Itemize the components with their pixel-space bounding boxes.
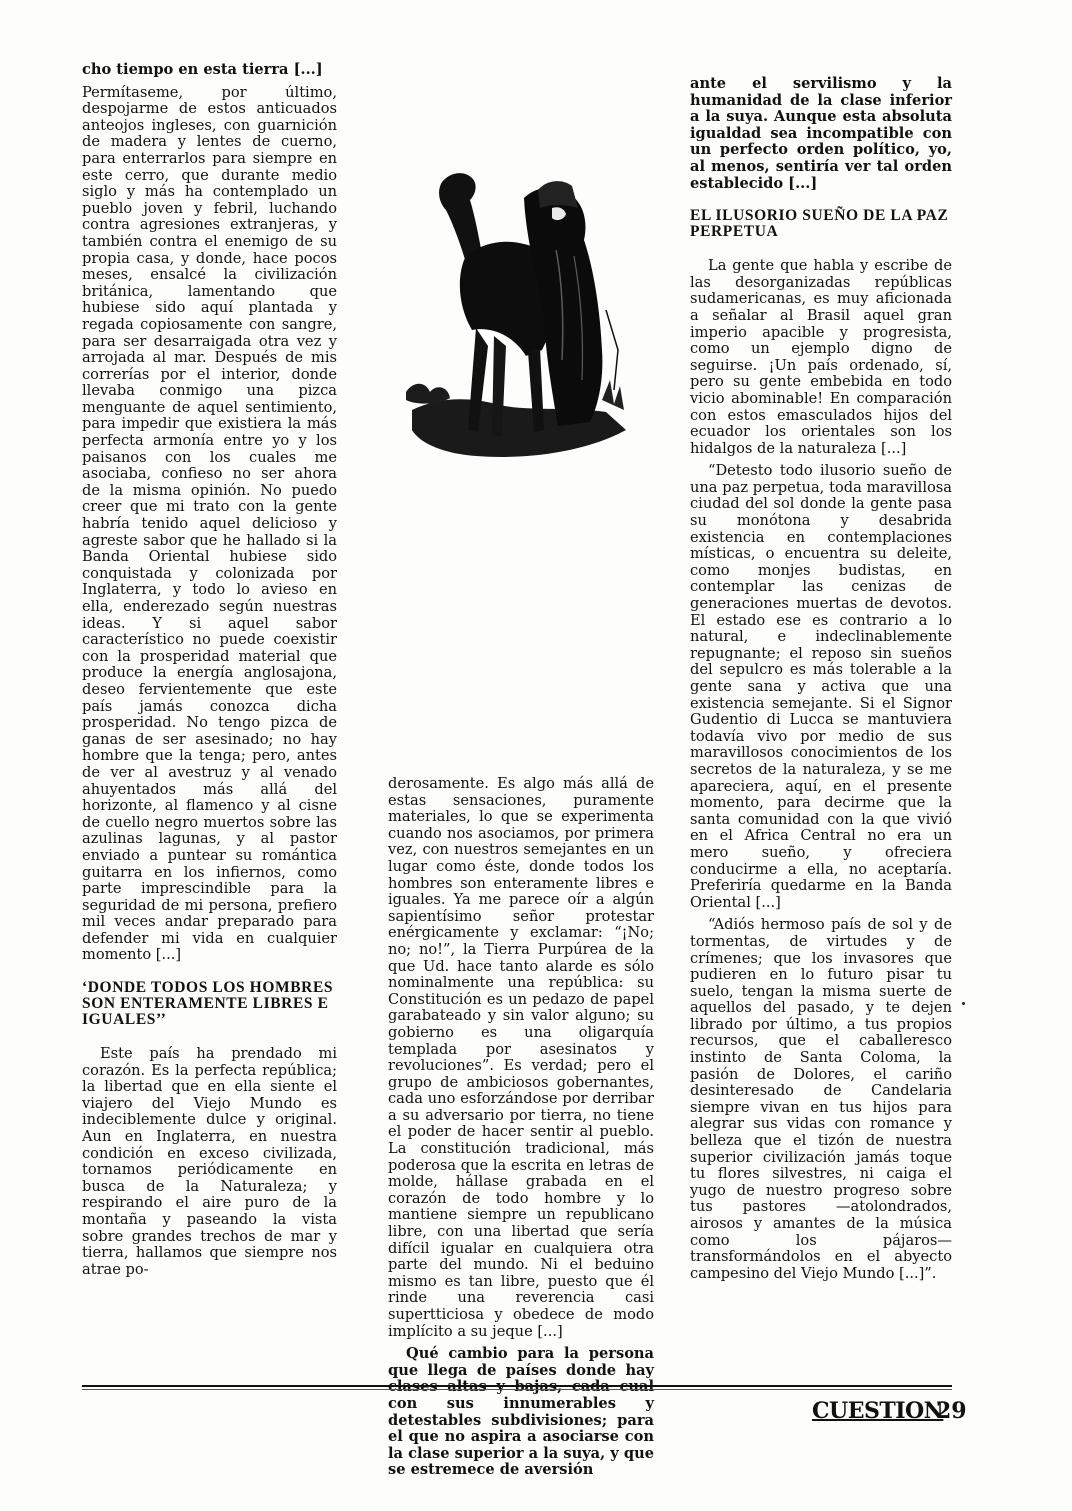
text-column-right <box>690 76 952 1288</box>
camel-rider-icon <box>406 160 632 465</box>
section-heading: EL ILUSORIO SUEÑO DE LA PAZ PERPETUA <box>690 207 949 241</box>
text-column-middle <box>388 776 654 1485</box>
text-column-left <box>82 62 337 1284</box>
body-paragraph: ante el servilismo y la humanidad de la clase inferior a la suya. Aunque esta absoluta igualdad sea incompatible con un perfecto orden político, yo, al menos, sentiría ver tal orden establecido [...] <box>690 75 952 192</box>
body-paragraph: “Adiós hermoso país de sol y de tormentas, de virtudes y de crímenes; que los invasores que pudieren en lo futuro pisar tu suelo, tengan la misma suerte de aquellos del pasado, y te dejen librado por último, a tus propios recursos, que el caballeresco instinto de Santa Coloma, la pasión de Dolores, el cariño desinteresado de Candelaria siempre vivan en tus hijos para alegrar sus vidas con romance y belleza que el tizón de nuestra superior civilización jamás toque tu flores silvestres, ni caiga el yugo de nuestro progreso sobre tus pastores —atolondrados, airosos y amantes de la música como los pájaros— transformándolos en el abyecto campesino del Viejo Mundo [...]”. <box>690 916 952 1282</box>
page-number: 29 <box>936 1398 967 1424</box>
body-paragraph: derosamente. Es algo más allá de estas sensaciones, puramente materiales, lo que se experimenta cuando nos asociamos, por primera vez, con nuestros semejantes en un lugar como éste, donde todos los hombres son enteramente libres e iguales. Ya me parece oír a algún sapientísimo señor protestar enérgicamente y exclamar: “¡No; no; no!”, la Tierra Purpúrea de la que Ud. hace tanto alarde es sólo nominalmente una república: su Constitución es un pedazo de papel garabateado y sin valor alguno; su gobierno es una oligarquía templada por asesinatos y revoluciones”. Es verdad; pero el grupo de ambiciosos gobernantes, cada uno esforzándose por derribar a su adversario por tierra, no tiene el poder de hacer sentir al pueblo. La constitución tradicional, más poderosa que la escrita en letras de molde, hállase grabada en el corazón de todo hombre y lo mantiene siempre un republicano libre, con una libertad que sería difícil igualar en cualquiera otra parte del mundo. Ni el beduino mismo es tan libre, puesto que él rinde una reverencia casi supertticiosa y obedece de modo implícito a su jeque [...] <box>388 775 654 1340</box>
ink-speck <box>962 1002 965 1005</box>
body-paragraph: La gente que habla y escribe de las desorganizadas repúblicas sudamericanas, es muy aficionada a señalar al Brasil aquel gran imperio apacible y progresista, como un ejemplo digno de seguirse. ¡Un país ordenado, sí, pero su gente embebida en todo vicio abominable! En comparación con estos emasculados hijos del ecuador los orientales son los hidalgos de la naturaleza [...] <box>690 257 952 457</box>
body-paragraph: Permítaseme, por último, despojarme de estos anticuados anteojos ingleses, con guarnición de madera y lentes de cuerno, para enterrarlos para siempre en este cerro, que durante medio siglo y más ha contemplado un pueblo joven y febril, luchando contra agresiones extranjeras, y también contra el enemigo de su propia casa, y donde, hace pocos meses, ensalcé la civilización británica, lamentando que hubiese sido aquí plantada y regada copiosamente con sangre, para ser desarraigada otra vez y arrojada al mar. Después de mis correrías por el interior, donde llevaba conmigo una pizca menguante de aquel sentimiento, para impedir que existiera la más perfecta armonía entre yo y los paisanos con los cuales me asociaba, confieso no ser ahora de la misma opinión. No puedo creer que mi trato con la gente habría tenido aquel delicioso y agreste sabor que he hallado si la Banda Oriental hubiese sido conquistada y colonizada por Inglaterra, y todo lo avieso en ella, enderezado según nuestras ideas. Y si aquel sabor característico no puede coexistir con la prosperidad material que produce la energía anglosajona, deseo fervientemente que este país jamás conozca dicha prosperidad. No tengo pizca de ganas de ser asesinado; no hay hombre que la tenga; pero, antes de ver al avestruz y al venado ahuyentados más allá del horizonte, al flamenco y al cisne de cuello negro muertos sobre las azulinas lagunas, y al pastor enviado a puntear su romántica guitarra en los infiernos, como parte imprescindible para la seguridad de mi persona, prefiero mil veces andar preparado para defender mi vida en cualquier momento [...] <box>82 83 337 964</box>
section-heading: ‘DONDE TODOS LOS HOMBRES SON ENTERAMENTE LIBRES E IGUALES’’ <box>82 979 334 1029</box>
body-paragraph: Este país ha prendado mi corazón. Es la perfecta república; la libertad que en ella siente el viajero del Viejo Mundo es indeciblemente dulce y original. Aun en Inglaterra, en nuestra condición en exceso civilizada, tornamos periódicamente en busca de la Naturaleza; y respirando el aire puro de la montaña y paseando la vista sobre grandes trechos de mar y tierra, hallamos que siempre nos atrae po- <box>82 1045 337 1278</box>
lead-line: cho tiempo en esta tierra [...] <box>82 61 323 78</box>
footer-rule <box>82 1385 952 1387</box>
magazine-masthead: CUESTION <box>812 1398 944 1424</box>
body-paragraph: “Detesto todo ilusorio sueño de una paz perpetua, toda maravillosa ciudad del sol donde la gente pasa su monótona y desabrida existencia en contemplaciones místicas, o encuentra su deleite, como monjes budistas, en contemplar las cenizas de generaciones muertas de devotos. El estado ese es contrario a lo natural, e indeclinablemente repugnante; el reposo sin sueños del sepulcro es más tolerable a la gente sana y activa que una existencia semejante. Si el Signor Gudentio di Lucca se mantuviera todavía vivo por medio de sus maravillosos conocimientos de los secretos de la naturaleza, y se me apareciera, aquí, en el presente momento, para decirme que la santa comunidad con la que vivió en el Africa Central no era un mero sueño, y ofreciera conducirme a ella, no aceptaría. Preferiría quedarme en la Banda Oriental [...] <box>690 462 952 911</box>
body-paragraph: Qué cambio para la persona que llega de países donde hay clases altas y bajas, cada cual con sus innumerables y detestables subdivisiones; para el que no aspira a asociarse con la clase superior a la suya, y que se estremece de aversión <box>388 1345 654 1479</box>
camel-rider-illustration <box>406 160 632 465</box>
footer-rule-thin <box>82 1389 952 1390</box>
